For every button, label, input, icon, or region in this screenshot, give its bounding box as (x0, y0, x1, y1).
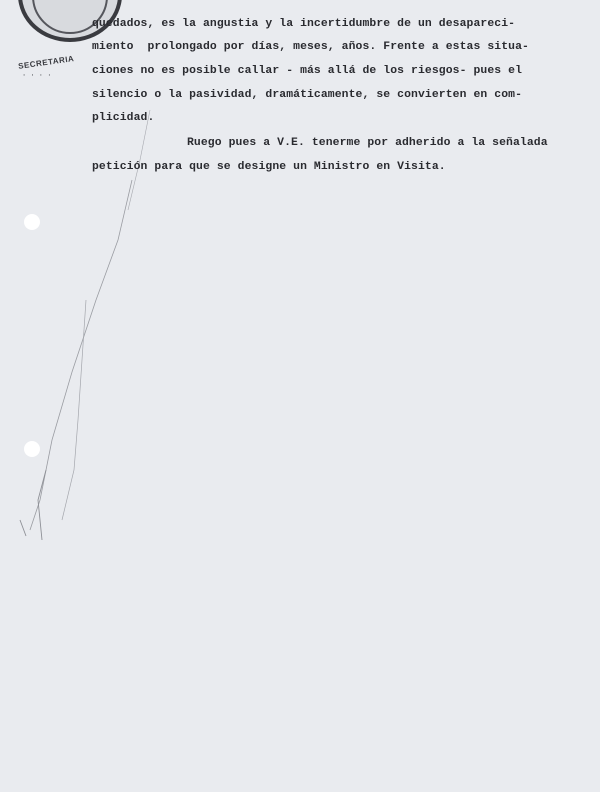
body-line-4: silencio o la pasividad, dramáticamente, se convierten en com- (92, 89, 523, 101)
punch-hole-top (24, 214, 40, 230)
punch-hole-bottom (24, 441, 40, 457)
body-line-3: ciones no es posible callar - más allá de los riesgos- pues el (92, 65, 523, 77)
body-line-2: miento prolongado por días, meses, años. Frente a estas situa- (92, 41, 529, 53)
stamp-marks: · · · · (22, 72, 52, 80)
body-line-5: plicidad. (92, 112, 155, 124)
body-line-1: quedados, es la angustia y la incertidumbre de un desapareci- (92, 18, 516, 30)
body-line-7: petición para que se designe un Ministro en Visita. (92, 161, 446, 173)
right-margin (600, 0, 612, 792)
stamp-label: SECRETARIA (17, 54, 75, 71)
body-line-6: Ruego pues a V.E. tenerme por adherido a la señalada (187, 137, 548, 149)
